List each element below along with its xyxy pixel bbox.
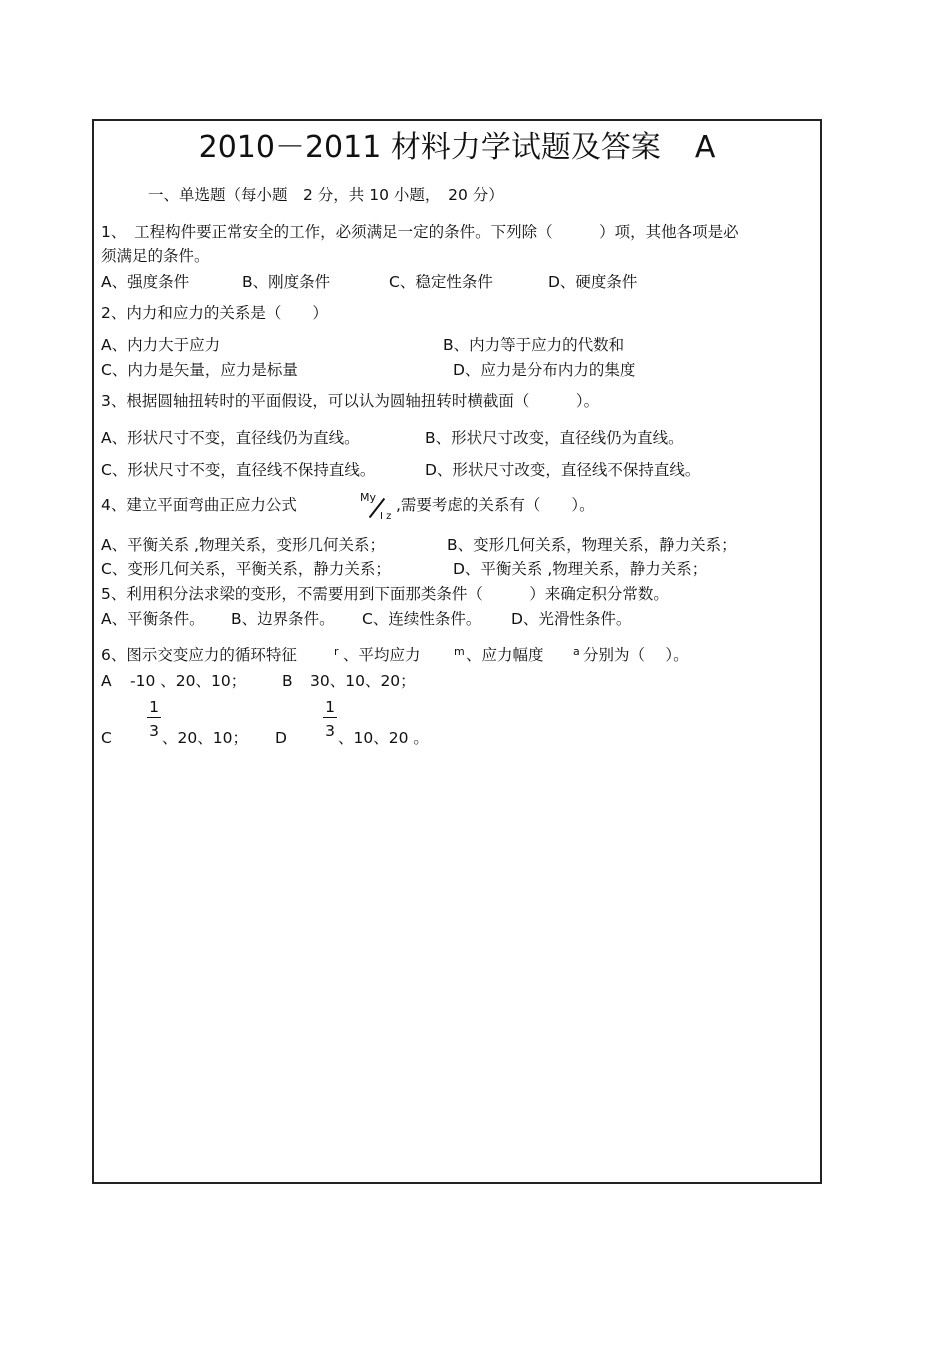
- q1-option-d: D、硬度条件: [548, 273, 638, 291]
- q1-option-c: C、稳定性条件: [389, 273, 493, 291]
- q6-option-a-value: -10 、20、10；: [130, 672, 247, 690]
- q6-stem-b: 、平均应力: [343, 646, 421, 664]
- q5-option-d: D、光滑性条件。: [511, 610, 632, 628]
- q6-option-d-label: D: [275, 729, 287, 747]
- q5-option-a: A、平衡条件。: [101, 610, 205, 628]
- q6-option-b-value: 30、10、20；: [310, 672, 416, 690]
- q4-option-d: D、平衡关系 ,物理关系，静力关系；: [453, 560, 708, 578]
- q1-option-b: B、刚度条件: [242, 273, 331, 291]
- q5-option-b: B、边界条件。: [231, 610, 335, 628]
- q3-stem: 3、根据圆轴扭转时的平面假设，可以认为圆轴扭转时横截面（ ）。: [101, 392, 600, 410]
- q4-formula-numerator: My: [360, 491, 377, 504]
- q2-option-c: C、内力是矢量，应力是标量: [101, 361, 298, 379]
- q2-stem: 2、内力和应力的关系是（ ）: [101, 304, 328, 322]
- q3-option-c: C、形状尺寸不变，直径线不保持直线。: [101, 461, 376, 479]
- q6-option-c-value: 、20、10；: [162, 729, 248, 747]
- q4-option-a: A、平衡关系 ,物理关系，变形几何关系；: [101, 536, 385, 554]
- q6-stem-d: 分别为（ ）。: [583, 646, 689, 664]
- q6-symbol-r: r: [334, 645, 339, 658]
- q6-symbol-a: a: [573, 645, 580, 658]
- q6-option-c-fraction-bar: [147, 717, 161, 718]
- title-version: A: [694, 130, 716, 165]
- q2-option-a: A、内力大于应力: [101, 336, 221, 354]
- q1-stem-line1: 1、 工程构件要正常安全的工作，必须满足一定的条件。下列除（ ）项，其他各项是必: [101, 223, 739, 241]
- q4-stem-post: ,需要考虑的关系有（ ）。: [396, 496, 595, 514]
- q6-symbol-m: m: [454, 645, 465, 658]
- q4-formula-denominator: I z: [380, 511, 392, 522]
- q3-option-a: A、形状尺寸不变，直径线仍为直线。: [101, 429, 360, 447]
- page-title: [92, 128, 822, 168]
- q3-option-d: D、形状尺寸改变，直径线不保持直线。: [425, 461, 701, 479]
- q6-stem-c: 、应力幅度: [466, 646, 544, 664]
- q6-option-a-label: A: [101, 672, 112, 690]
- q6-option-b-label: B: [282, 672, 293, 690]
- q4-option-c: C、变形几何关系，平衡关系，静力关系；: [101, 560, 391, 578]
- q2-option-b: B、内力等于应力的代数和: [443, 336, 625, 354]
- q6-option-c-label: C: [101, 729, 112, 747]
- q6-stem-a: 6、图示交变应力的循环特征: [101, 646, 297, 664]
- q6-option-c-denominator: 3: [149, 722, 159, 740]
- q5-stem: 5、利用积分法求梁的变形，不需要用到下面那类条件（ ）来确定积分常数。: [101, 585, 669, 603]
- q1-stem-line2: 须满足的条件。: [101, 247, 210, 265]
- q6-option-d-numerator: 1: [325, 698, 335, 716]
- q4-stem-pre: 4、建立平面弯曲正应力公式: [101, 496, 297, 514]
- q6-option-d-value: 、10、20 。: [338, 729, 429, 747]
- title-text: 2010－2011 材料力学试题及答案: [198, 130, 661, 165]
- q5-option-c: C、连续性条件。: [362, 610, 482, 628]
- q3-option-b: B、形状尺寸改变，直径线仍为直线。: [425, 429, 684, 447]
- q2-option-d: D、应力是分布内力的集度: [453, 361, 636, 379]
- q6-option-d-denominator: 3: [325, 722, 335, 740]
- q6-option-d-fraction-bar: [323, 717, 337, 718]
- q4-option-b: B、变形几何关系，物理关系，静力关系；: [447, 536, 737, 554]
- q1-option-a: A、强度条件: [101, 273, 190, 291]
- section-heading: 一、单选题（每小题 2 分，共 10 小题， 20 分）: [148, 186, 504, 204]
- q6-option-c-numerator: 1: [149, 698, 159, 716]
